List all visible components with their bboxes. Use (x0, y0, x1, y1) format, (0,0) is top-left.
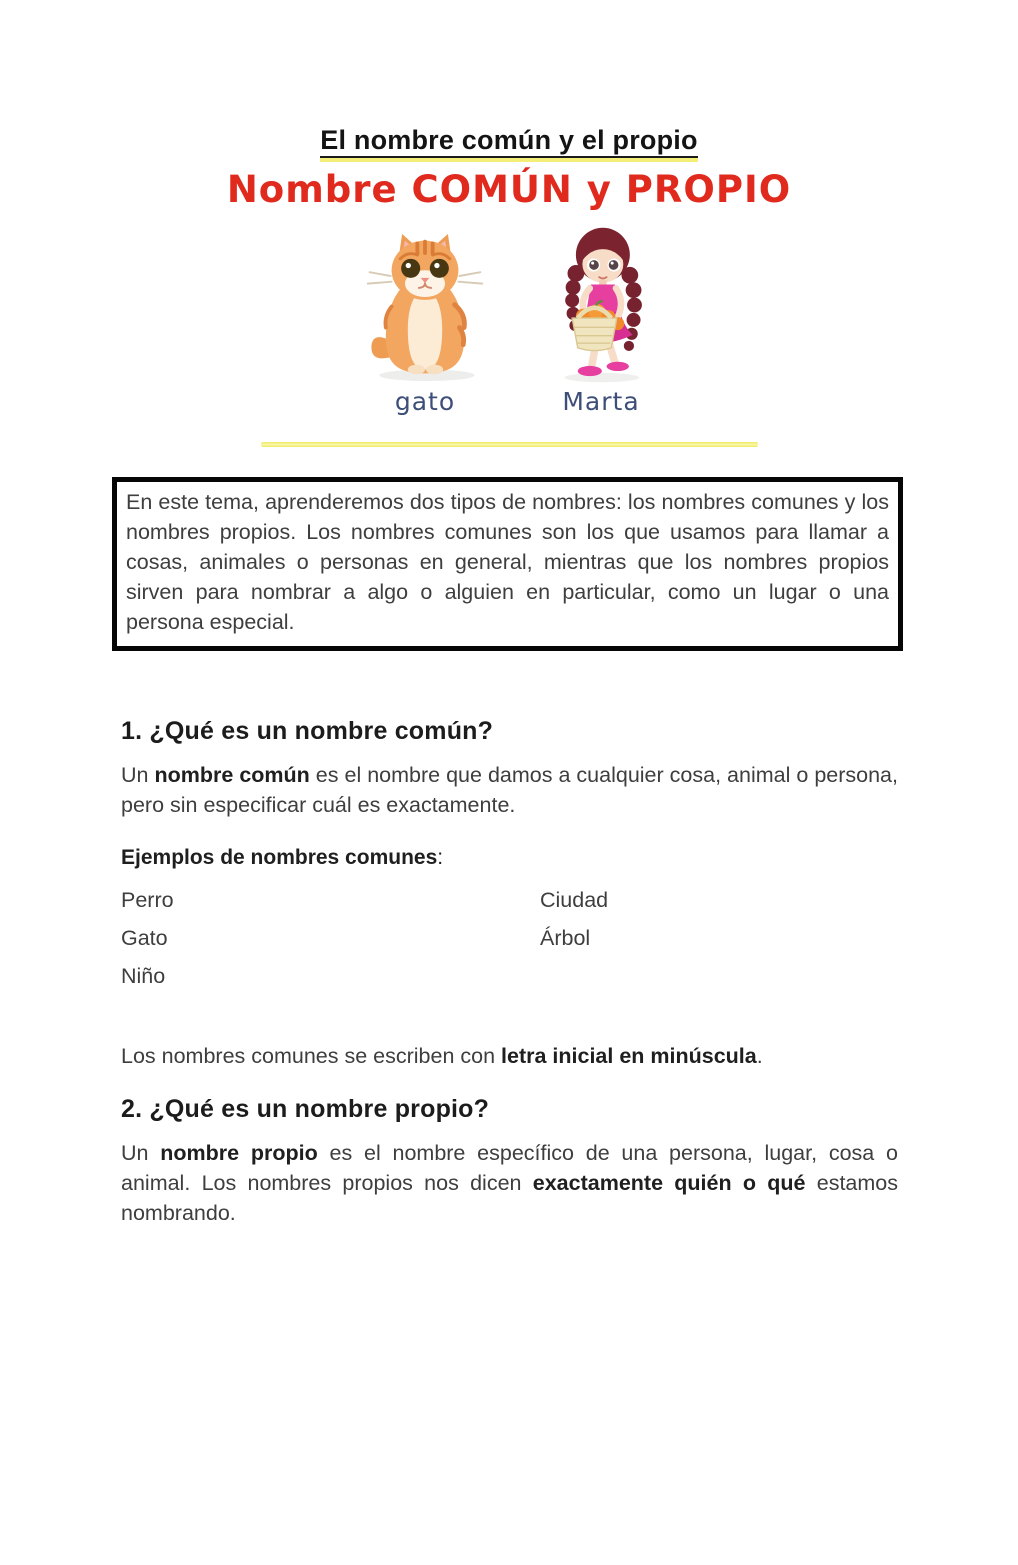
example-item: Gato (121, 926, 168, 950)
section-1-paragraph: Un nombre común es el nombre que damos a cualquier cosa, animal o persona, pero sin especificar cuál es exactamente. (121, 763, 898, 817)
example-item: Ciudad (540, 888, 609, 912)
document-page (0, 125, 1018, 1228)
figure-cat-label: gato (394, 387, 456, 416)
girl-illustration (546, 225, 656, 385)
section-1-heading: 1. ¿Qué es un nombre común? (121, 717, 494, 745)
yellow-divider (261, 442, 758, 447)
figure-cat (362, 230, 488, 416)
hero-heading: Nombre COMÚN y PROPIO (226, 168, 792, 211)
figure-girl-label: Marta (562, 387, 640, 416)
example-item-empty (540, 964, 898, 989)
hero-image-block (0, 168, 1018, 447)
section-2-heading: 2. ¿Qué es un nombre propio? (121, 1095, 490, 1123)
examples-list (121, 888, 898, 989)
page-title-text: El nombre común y el propio (320, 125, 697, 162)
cat-illustration (362, 230, 488, 385)
section-2-paragraph: Un nombre propio es el nombre específico de una persona, lugar, cosa o animal. Los nombres propios nos dicen exactamente quién o qué estamos nombrando. (121, 1141, 898, 1225)
figure-girl (546, 225, 656, 416)
example-item: Perro (121, 888, 174, 912)
page-title (0, 125, 1018, 156)
figures-row (0, 225, 1018, 416)
intro-text: En este tema, aprenderemos dos tipos de nombres: los nombres comunes y los nombres propios. Los nombres comunes son los que usamos para llamar a cosas, animales o personas en general, mientras que los nombres propios sirven para nombrar a algo o alguien en particular, como un lugar o una persona especial. (126, 490, 889, 634)
intro-box (112, 477, 903, 651)
example-item: Árbol (540, 926, 591, 950)
examples-label: Ejemplos de nombres comunes: (121, 846, 444, 869)
example-item: Niño (121, 964, 166, 988)
lowercase-note: Los nombres comunes se escriben con letra inicial en minúscula. (121, 1044, 763, 1068)
